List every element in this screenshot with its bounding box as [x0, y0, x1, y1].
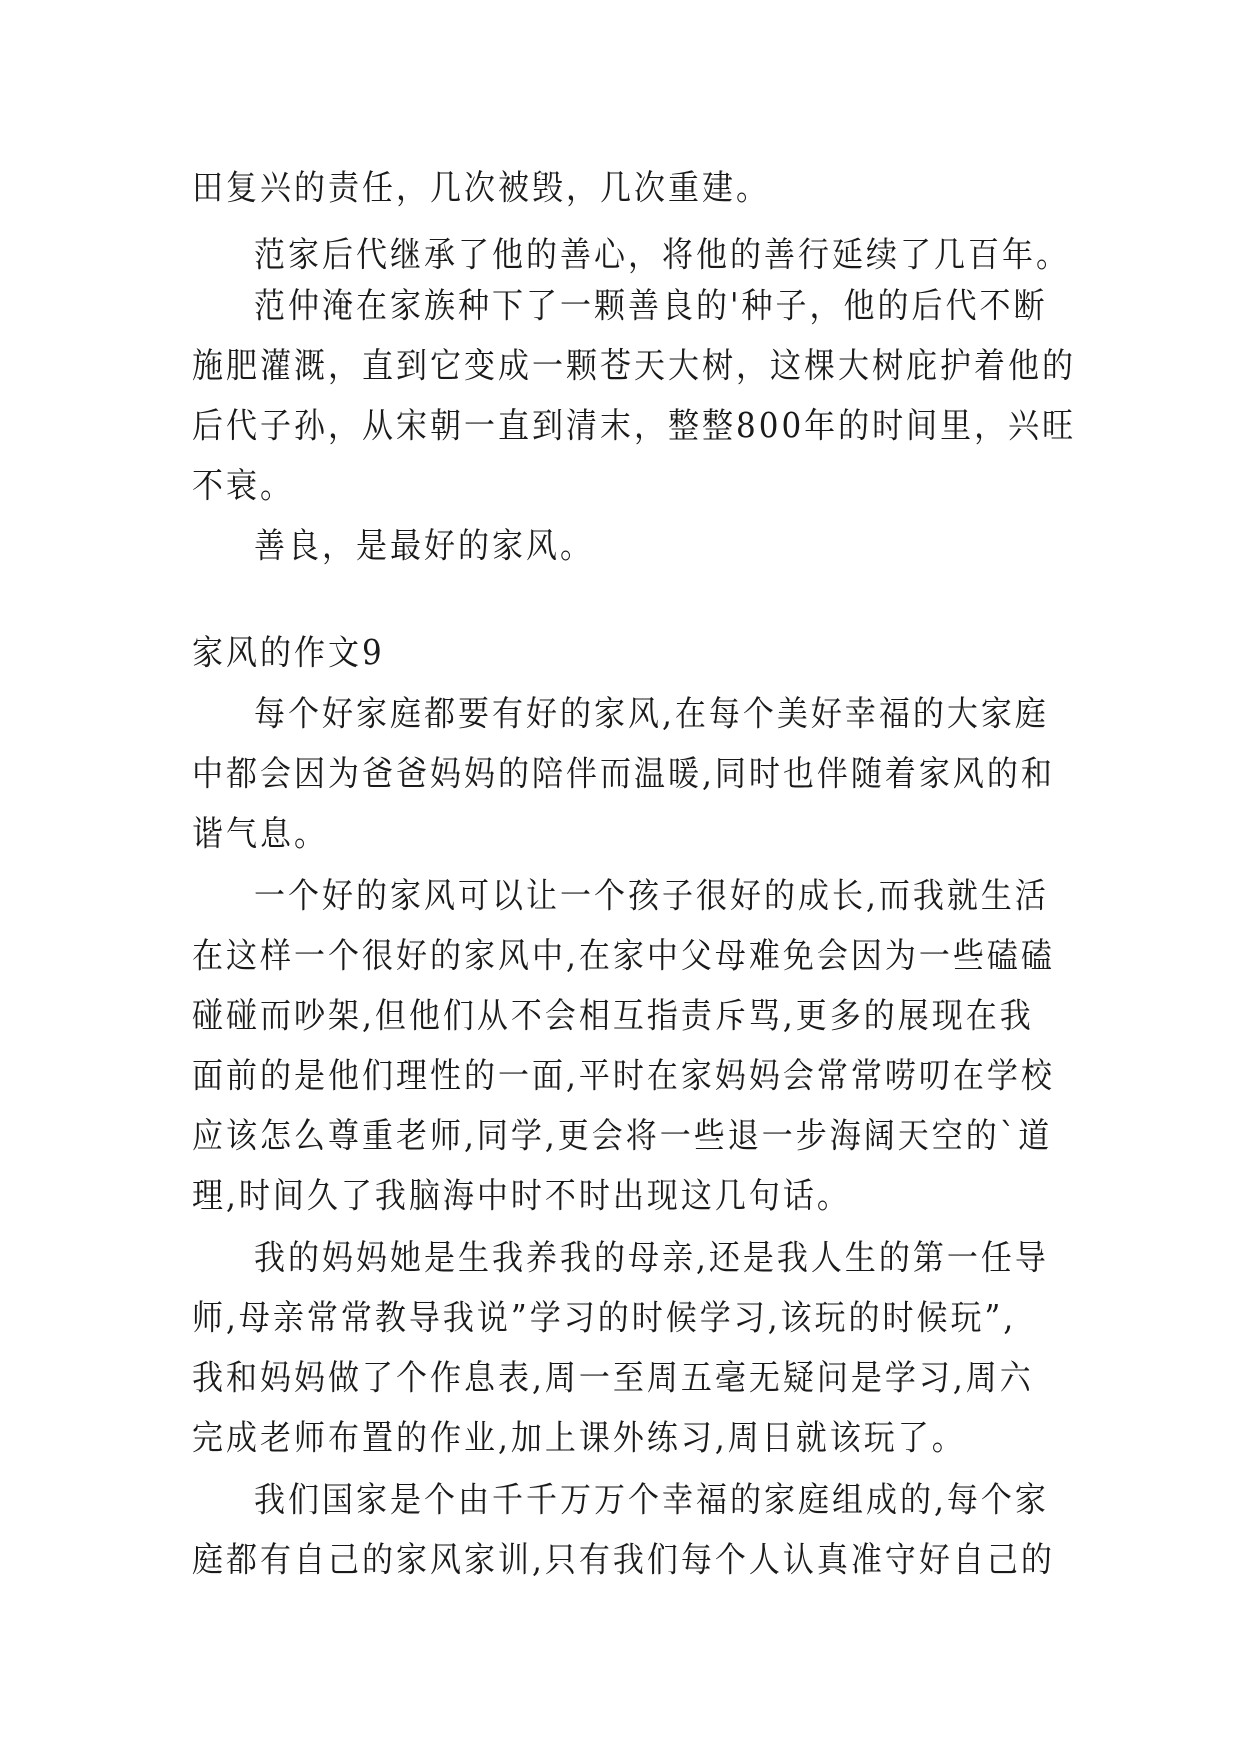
paragraph-line: 中都会因为爸爸妈妈的陪伴而温暖,同时也伴随着家风的和 [192, 754, 1055, 795]
paragraph-line: 完成老师布置的作业,加上课外练习,周日就该玩了。 [192, 1418, 966, 1459]
paragraph-line: 我的妈妈她是生我养我的母亲,还是我人生的第一任导 [254, 1238, 1049, 1279]
paragraph-line: 不衰。 [192, 466, 294, 507]
paragraph-line: 每个好家庭都要有好的家风,在每个美好幸福的大家庭 [254, 694, 1049, 735]
paragraph-line: 面前的是他们理性的一面,平时在家妈妈会常常唠叨在学校 [192, 1056, 1055, 1097]
paragraph-line: 田复兴的责任，几次被毁，几次重建。 [192, 168, 770, 209]
paragraph-line: 谐气息。 [192, 814, 328, 855]
paragraph-line: 应该怎么尊重老师,同学,更会将一些退一步海阔天空的`道 [192, 1116, 1053, 1157]
paragraph-line: 一个好的家风可以让一个孩子很好的成长,而我就生活 [254, 876, 1049, 917]
paragraph-line: 庭都有自己的家风家训,只有我们每个人认真准守好自己的 [192, 1540, 1055, 1581]
paragraph-line: 师,母亲常常教导我说”学习的时候学习,该玩的时候玩”, [192, 1298, 1017, 1339]
paragraph-line: 我和妈妈做了个作息表,周一至周五毫无疑问是学习,周六 [192, 1358, 1034, 1399]
paragraph-line: 在这样一个很好的家风中,在家中父母难免会因为一些磕磕 [192, 936, 1055, 977]
paragraph-line: 范家后代继承了他的善心，将他的善行延续了几百年。 [254, 235, 1070, 276]
paragraph-line: 理,时间久了我脑海中时不时出现这几句话。 [192, 1176, 851, 1217]
paragraph-line: 我们国家是个由千千万万个幸福的家庭组成的,每个家 [254, 1480, 1049, 1521]
paragraph-line: 碰碰而吵架,但他们从不会相互指责斥骂,更多的展现在我 [192, 996, 1034, 1037]
paragraph-line: 善良，是最好的家风。 [254, 526, 594, 567]
paragraph-line: 后代子孙，从宋朝一直到清末，整整800年的时间里，兴旺 [192, 406, 1077, 447]
paragraph-line: 范仲淹在家族种下了一颗善良的'种子，他的后代不断 [254, 286, 1048, 327]
paragraph-line: 施肥灌溉，直到它变成一颗苍天大树，这棵大树庇护着他的 [192, 346, 1076, 387]
section-heading: 家风的作文9 [192, 633, 385, 674]
